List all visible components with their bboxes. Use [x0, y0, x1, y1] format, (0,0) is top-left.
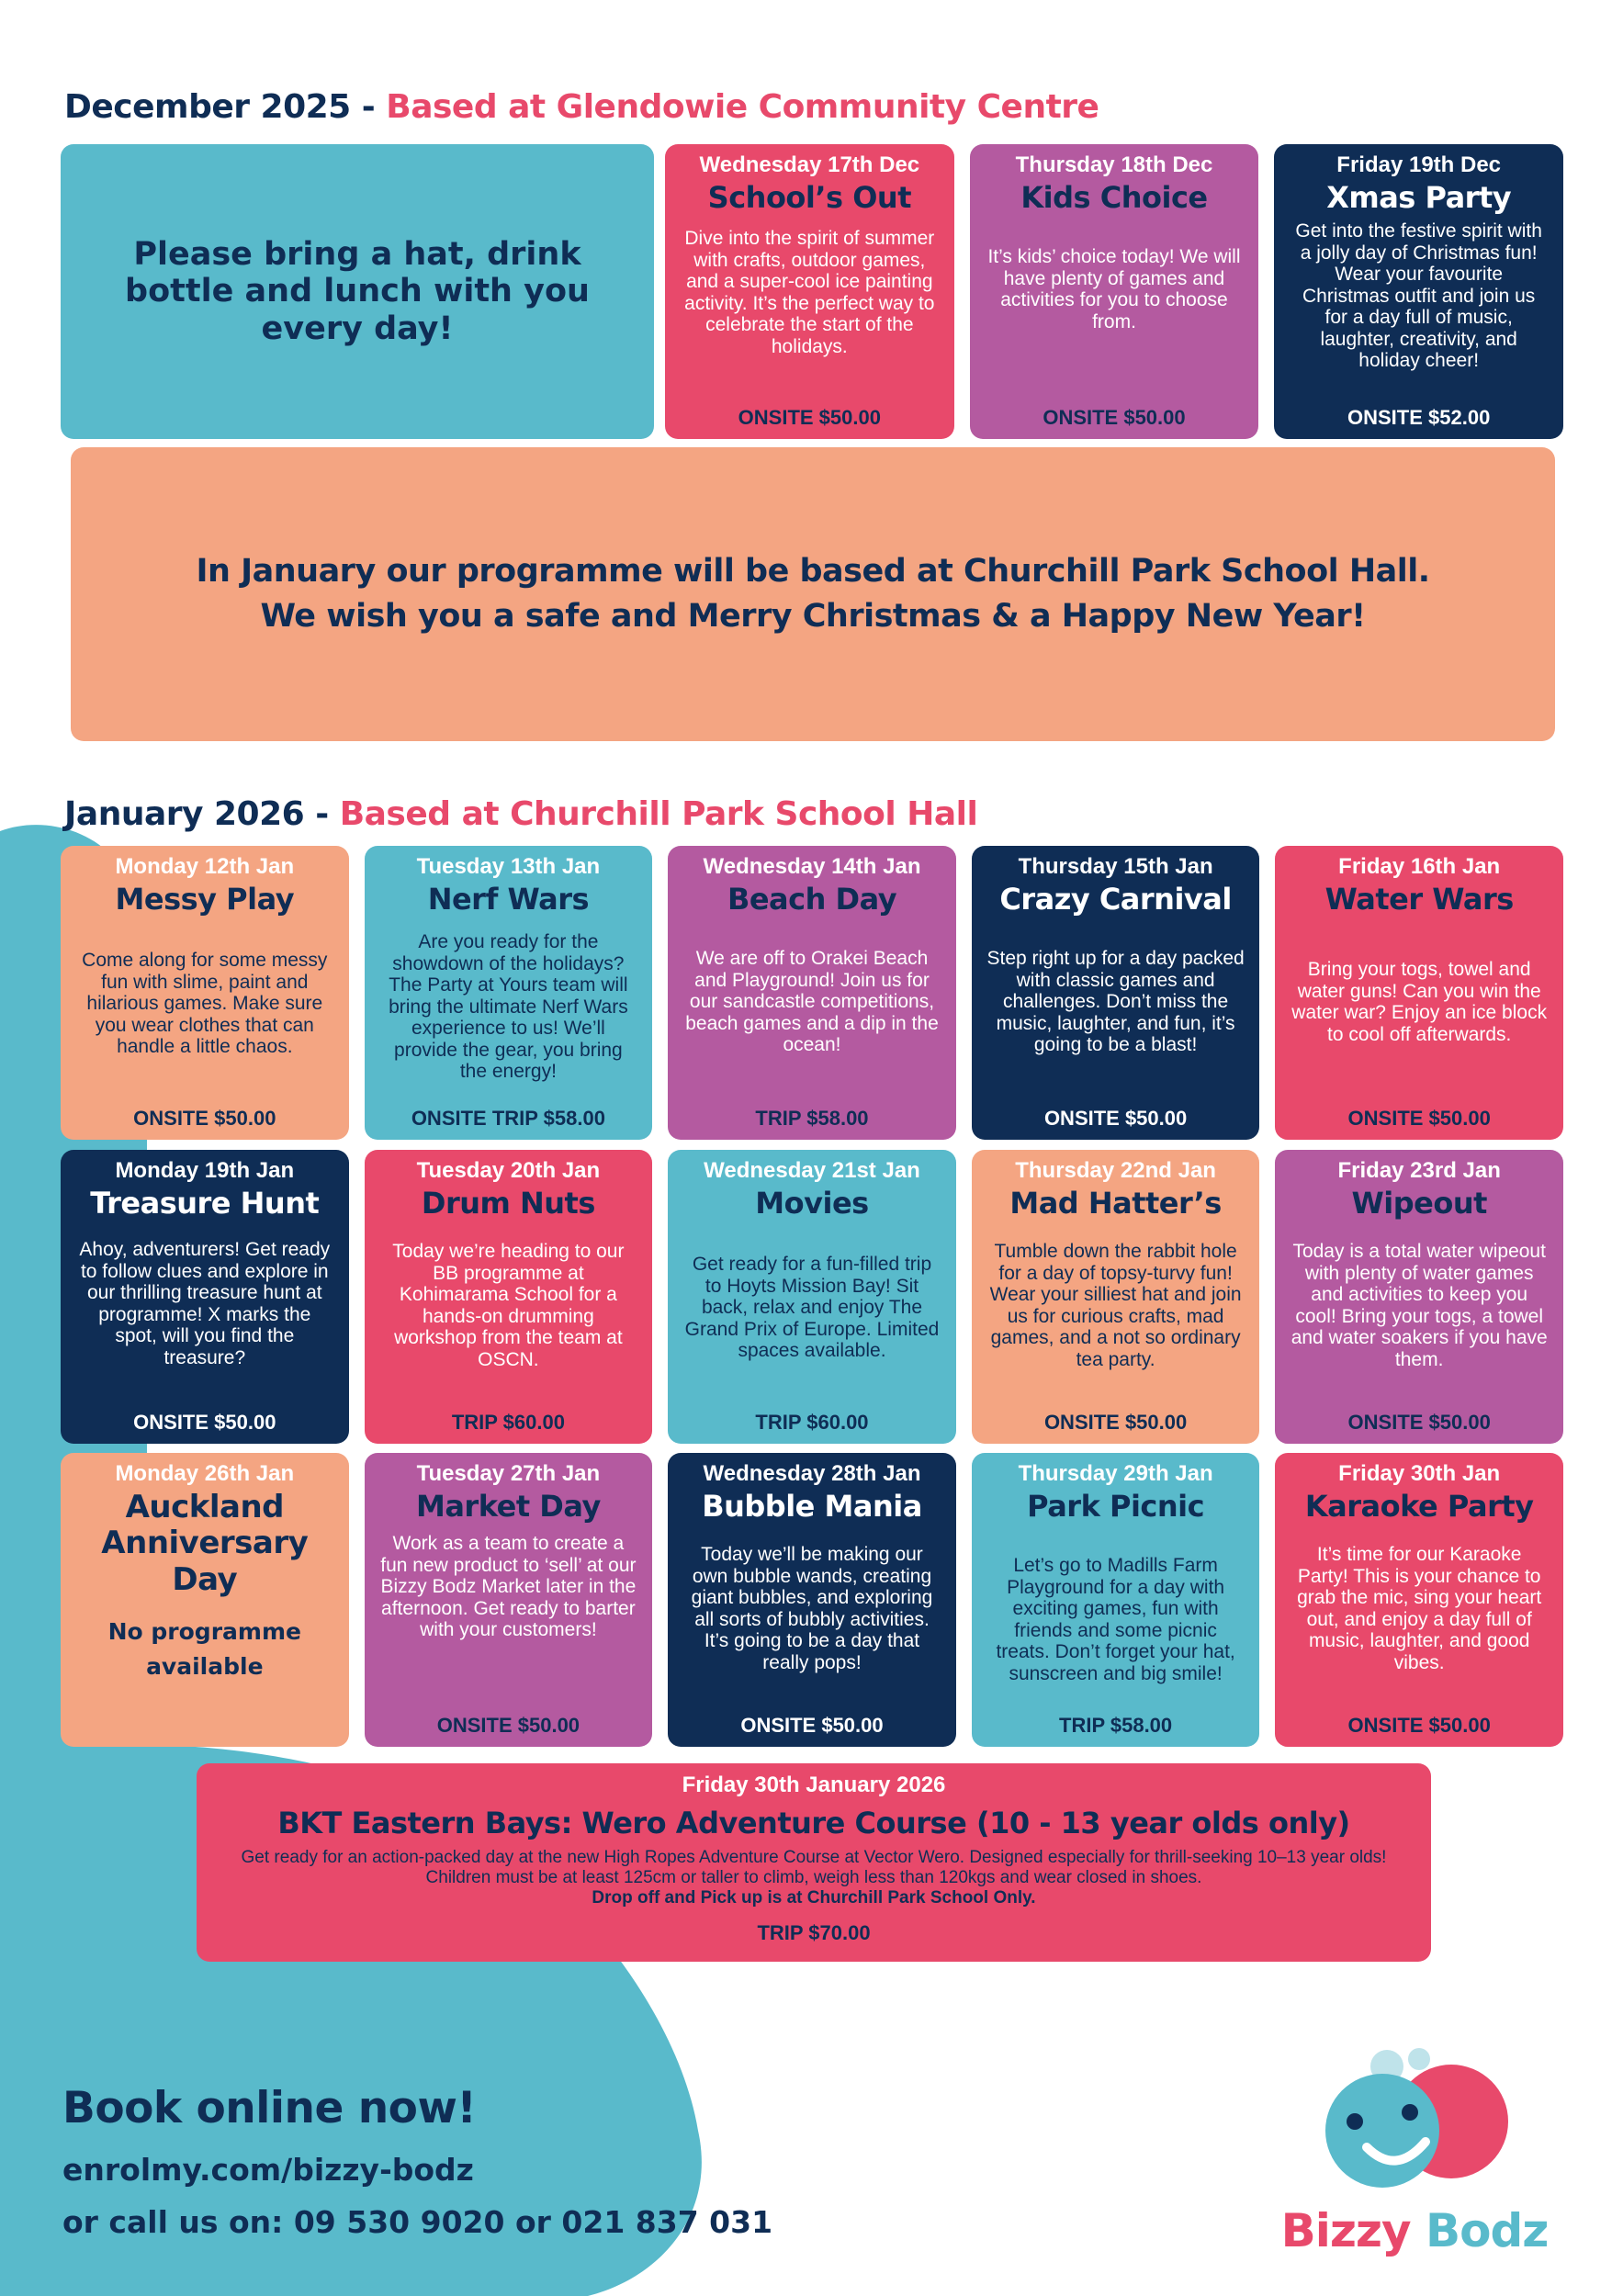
event-card [972, 846, 1260, 1140]
event-card [365, 846, 653, 1140]
bizzy-bodz-logo [1258, 2039, 1571, 2268]
event-price: ONSITE $50.00 [133, 1411, 276, 1434]
event-price: ONSITE $52.00 [1347, 406, 1491, 429]
january-week-1 [61, 846, 1563, 1140]
event-description: Today we’re heading to our BB programme at Kohimarama School for a hands-on drumming workshop from the team at OSCN. [392, 1241, 625, 1370]
event-description: Come along for some messy fun with slime, paint and hilarious games. Make sure you wear clothes that can handle a little chaos. [82, 950, 328, 1058]
event-description: Step right up for a day packed with classic games and challenges. Don’t miss the music, laughter, and fun, it’s going to be a blast! [986, 948, 1245, 1056]
event-card [972, 1453, 1260, 1747]
event-description: We are off to Orakei Beach and Playground! Join us for our sandcastle competitions, beach games and a dip in the ocean! [685, 948, 939, 1056]
special-event-description: Get ready for an action-packed day at the new High Ropes Adventure Course at Vector Wero. Designed especially for thrill-seeking 10–13 year olds! Children must be at least 125cm or taller to climb, weigh less than 120kgs and wear closed in shoes. [241, 1848, 1387, 1887]
january-week-3 [61, 1453, 1563, 1747]
event-card [1275, 1150, 1563, 1444]
announcement-line-1: In January our programme will be based at Churchill Park School Hall. [196, 553, 1430, 590]
event-day: Monday 12th Jan [115, 854, 295, 879]
event-description: It’s time for our Karaoke Party! This is your chance to grab the mic, sing your heart out, and enjoy a day full of music, laughter, and good vibes. [1297, 1544, 1542, 1673]
event-title: Bubble Mania [702, 1489, 922, 1525]
event-title: Messy Play [115, 882, 295, 917]
event-price: TRIP $60.00 [755, 1411, 869, 1434]
event-title: Wipeout [1351, 1186, 1487, 1221]
january-month-label: January 2026 - [64, 795, 340, 833]
event-description: Dive into the spirit of summer with crafts, outdoor games, and a super-cool ice painting activity. It’s the perfect way to celebrate the start of the holidays. [684, 228, 935, 357]
event-title: Drum Nuts [421, 1186, 595, 1221]
brand-name-part-1: Bizzy [1280, 2204, 1411, 2257]
event-description: Get ready for a fun-filled trip to Hoyts Mission Bay! Sit back, relax and enjoy The Grand Prix of Europe. Limited spaces available. [684, 1254, 940, 1362]
event-day: Tuesday 13th Jan [416, 854, 601, 879]
event-day: Wednesday 17th Dec [699, 152, 920, 177]
booking-url-link[interactable]: enrolmy.com/bizzy-bodz [62, 2152, 474, 2188]
event-price: ONSITE $50.00 [436, 1714, 580, 1737]
event-title: Park Picnic [1027, 1489, 1205, 1525]
event-price: ONSITE $50.00 [1347, 1107, 1491, 1130]
event-title: Market Day [415, 1489, 601, 1525]
event-description: Today is a total water wipeout with plenty of water games and activities to keep you cool! Bring your togs, a towel and water soakers if you have them. [1291, 1241, 1548, 1370]
event-day: Friday 30th Jan [1338, 1461, 1501, 1486]
special-event-price: TRIP $70.00 [757, 1920, 871, 1944]
special-event-title: BKT Eastern Bays: Wero Adventure Course (10 - 13 year olds only) [277, 1806, 1350, 1840]
event-description: Let’s go to Madills Farm Playground for a day with exciting games, fun with friends and some picnic treats. Don’t forget your hat, sunscreen and big smile! [996, 1555, 1235, 1684]
event-title: School’s Out [707, 180, 911, 216]
january-heading [64, 795, 977, 833]
event-price: ONSITE $50.00 [1347, 1714, 1491, 1737]
announcement-panel [71, 447, 1555, 741]
event-card [668, 1150, 956, 1444]
event-title: Xmas Party [1326, 180, 1512, 216]
event-price: ONSITE $50.00 [1043, 1411, 1188, 1434]
event-title: Movies [755, 1186, 869, 1221]
event-day: Thursday 29th Jan [1018, 1461, 1213, 1486]
event-card [665, 144, 954, 439]
event-day: Friday 19th Dec [1336, 152, 1502, 177]
event-card [970, 144, 1259, 439]
special-event-date: Friday 30th January 2026 [682, 1773, 946, 1797]
event-description: Bring your togs, towel and water guns! Can you win the water war? Enjoy an ice block to cool off afterwards. [1291, 959, 1548, 1045]
event-card [365, 1150, 653, 1444]
event-card [1274, 144, 1563, 439]
event-price: ONSITE $50.00 [738, 406, 881, 429]
event-description: Ahoy, adventurers! Get ready to follow clues and explore in our thrilling treasure hunt at programme! X marks the spot, will you find the treasure? [79, 1239, 331, 1368]
december-heading [64, 88, 1099, 126]
january-week-2 [61, 1150, 1563, 1444]
event-price: TRIP $60.00 [451, 1411, 565, 1434]
announcement-line-2: We wish you a safe and Merry Christmas & a Happy New Year! [260, 598, 1366, 635]
brand-name-part-2: Bodz [1426, 2204, 1549, 2257]
event-price: ONSITE $50.00 [740, 1714, 884, 1737]
smiley-bubbles-icon [1258, 2039, 1571, 2213]
event-day: Thursday 18th Dec [1015, 152, 1213, 177]
event-description: It’s kids’ choice today! We will have plenty of games and activities for you to choose from. [987, 246, 1241, 332]
event-price: ONSITE $50.00 [1043, 406, 1186, 429]
event-day: Wednesday 21st Jan [704, 1158, 920, 1183]
event-title: Mad Hatter’s [1009, 1186, 1222, 1221]
event-card [365, 1453, 653, 1747]
event-description: Are you ready for the showdown of the holidays? The Party at Yours team will bring the ultimate Nerf Wars experience to us! We’ll provide the gear, you bring the energy! [389, 931, 628, 1083]
event-card [61, 1150, 349, 1444]
special-event-panel [197, 1763, 1431, 1962]
event-day: Tuesday 27th Jan [416, 1461, 601, 1486]
event-day: Friday 16th Jan [1338, 854, 1501, 879]
event-price: ONSITE $50.00 [1347, 1411, 1491, 1434]
event-day: Monday 26th Jan [115, 1461, 295, 1486]
event-day: Tuesday 20th Jan [416, 1158, 601, 1183]
event-day: Wednesday 14th Jan [703, 854, 921, 879]
event-description: Work as a team to create a fun new product to ‘sell’ at our Bizzy Bodz Market later in the afternoon. Get ready to barter with your customers! [380, 1533, 637, 1641]
event-price: ONSITE $50.00 [1043, 1107, 1188, 1130]
no-programme-notice: No programme available [107, 1617, 301, 1681]
notice-panel [61, 144, 654, 439]
january-location-label: Based at Churchill Park School Hall [339, 795, 978, 833]
event-card [61, 1453, 349, 1747]
event-card [972, 1150, 1260, 1444]
event-day: Monday 19th Jan [115, 1158, 295, 1183]
event-day: Thursday 22nd Jan [1015, 1158, 1216, 1183]
event-title: Beach Day [727, 882, 897, 917]
event-day: Wednesday 28th Jan [703, 1461, 921, 1486]
event-day: Thursday 15th Jan [1018, 854, 1213, 879]
event-description: Today we’ll be making our own bubble wands, creating giant bubbles, and exploring all sorts of bubbly activities. It’s going to be a day that really pops! [691, 1544, 933, 1673]
event-price: ONSITE $50.00 [133, 1107, 276, 1130]
book-online-cta: Book online now! [62, 2083, 477, 2133]
event-day: Friday 23rd Jan [1337, 1158, 1501, 1183]
event-card [668, 1453, 956, 1747]
event-card [668, 846, 956, 1140]
event-title: Water Wars [1324, 882, 1514, 917]
event-card [1275, 846, 1563, 1140]
event-title: Auckland Anniversary Day [101, 1489, 309, 1598]
december-cards [665, 144, 1563, 439]
event-price: TRIP $58.00 [1059, 1714, 1173, 1737]
special-event-note: Drop off and Pick up is at Churchill Park School Only. [592, 1887, 1036, 1908]
event-title: Kids Choice [1020, 180, 1208, 216]
notice-text: Please bring a hat, drink bottle and lunch with you every day! [125, 236, 590, 347]
event-card [1275, 1453, 1563, 1747]
event-title: Nerf Wars [427, 882, 590, 917]
event-title: Treasure Hunt [90, 1186, 320, 1221]
event-price: TRIP $58.00 [755, 1107, 869, 1130]
event-title: Crazy Carnival [999, 882, 1232, 917]
phone-numbers: or call us on: 09 530 9020 or 021 837 031 [62, 2204, 773, 2240]
december-month-label: December 2025 - [64, 88, 387, 126]
event-price: ONSITE TRIP $58.00 [411, 1107, 605, 1130]
event-description: Tumble down the rabbit hole for a day of topsy-turvy fun! Wear your silliest hat and join us for curious crafts, mad games, and a not so ordinary tea party. [989, 1241, 1242, 1370]
december-location-label: Based at Glendowie Community Centre [386, 88, 1099, 126]
event-description: Get into the festive spirit with a jolly day of Christmas fun! Wear your favourite Christmas outfit and join us for a day full of music, laughter, creativity, and holiday cheer! [1295, 220, 1542, 372]
event-card [61, 846, 349, 1140]
event-title: Karaoke Party [1304, 1489, 1534, 1525]
